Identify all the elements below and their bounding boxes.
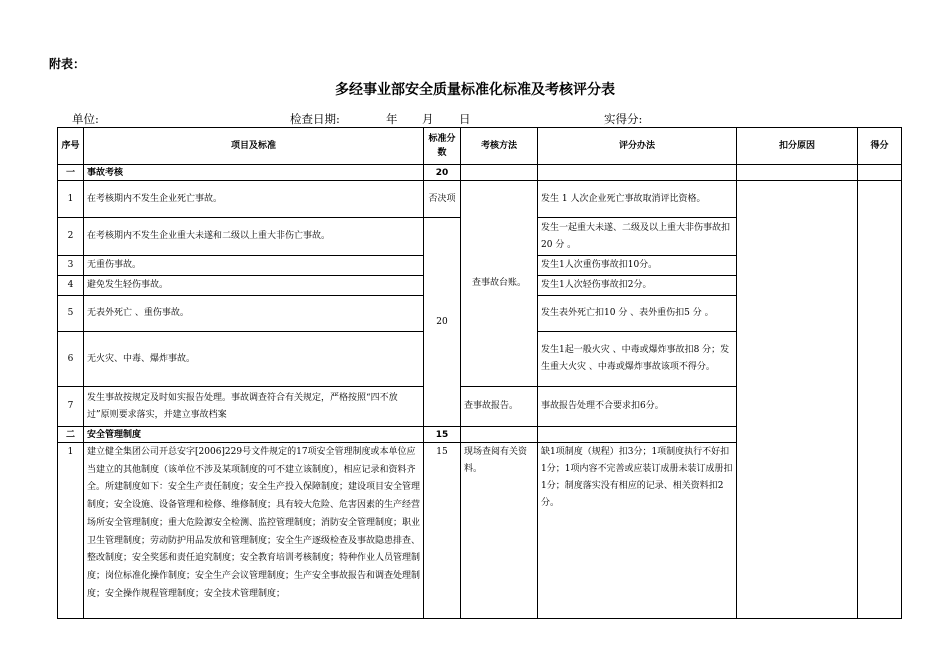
row-scoring: 发生表外死亡扣10 分 、表外重伤扣5 分 。 [538,296,737,332]
row-method: 查事故报告。 [461,387,538,427]
year-label: 年 [386,112,398,126]
empty-cell [538,165,737,181]
row-seq: 3 [58,256,84,276]
header-row [58,128,902,165]
row-seq: 1 [58,443,84,619]
score-label: 实得分: [604,112,643,126]
header-deduction-reason: 扣分原因 [737,128,858,165]
row-item: 在考核期内不发生企业死亡事故。 [84,181,424,218]
header-method: 考核方法 [461,128,538,165]
page-title: 多经事业部安全质量标准化标准及考核评分表 [335,82,615,98]
section-row [58,165,902,181]
row-item: 无表外死亡 、重伤事故。 [84,296,424,332]
assessment-table [57,127,902,619]
row-item: 避免发生轻伤事故。 [84,276,424,296]
row-scoring: 事故报告处理不合要求扣6分。 [538,387,737,427]
unit-label: 单位: [72,112,99,126]
attachment-label: 附表： [49,57,86,71]
day-label: 日 [459,112,471,126]
row-method: 现场查阅有关资料。 [461,443,538,619]
group-standard: 20 [424,218,461,427]
row-item: 无火灾、中毒、爆炸事故。 [84,332,424,387]
row-scoring: 发生1起一般火灾 、中毒或爆炸事故扣8 分；发生重大火灾 、中毒或爆炸事故该项不得分。 [538,332,737,387]
section-number: 一 [58,165,84,181]
deduction-reason-cell [737,181,858,619]
month-label: 月 [422,112,434,126]
group-method: 查事故台账。 [461,181,538,387]
empty-cell [538,427,737,443]
row-scoring: 发生 1 人次企业死亡事故取消评比资格。 [538,181,737,218]
row-seq: 5 [58,296,84,332]
row-scoring: 发生1人次轻伤事故扣2分。 [538,276,737,296]
header-scoring: 评分办法 [538,128,737,165]
row-seq: 1 [58,181,84,218]
empty-cell [461,165,538,181]
score-cell [858,181,902,619]
section-score: 15 [424,427,461,443]
empty-cell [858,165,902,181]
row-standard: 15 [424,443,461,619]
empty-cell [737,165,858,181]
row-seq: 6 [58,332,84,387]
row-seq: 2 [58,218,84,256]
section-score: 20 [424,165,461,181]
row-scoring: 发生1人次重伤事故扣10分。 [538,256,737,276]
row-seq: 7 [58,387,84,427]
section-name: 事故考核 [84,165,424,181]
row-scoring: 发生一起重大未遂、二级及以上重大非伤事故扣20 分 。 [538,218,737,256]
row-seq: 4 [58,276,84,296]
row-item: 建立健全集团公司开总安字[2006]229号文件规定的17项安全管理制度或本单位应当建立的其他制度（该单位不涉及某项制度的可不建立该制度），相应记录和资料齐全。所建制度如下：安全生产责任制度；安全生产投入保障制度；建设项目安全管理制度；安全设施、设备管理和检修、维修制度；具有较大危险、危害因素的生产经营场所安全管理制度；重大危险源安全检测、监控管理制度；消防安全管理制度；职业卫生管理制度；劳动防护用品发放和管理制度；安全生产逐级检查及事故隐患排查、整改制度；安全奖惩和责任追究制度；安全教育培训考核制度；特种作业人员管理制度；岗位标准化操作制度；安全生产会议管理制度；生产安全事故报告和调查处理制度；安全操作规程管理制度；安全技术管理制度； [84,443,424,619]
date-label: 检查日期: [290,112,340,126]
row-scoring: 缺1项制度（规程）扣3分；1项制度执行不好扣1分；1项内容不完善或应装订成册未装订成册扣1分；制度落实没有相应的记录、相关资料扣2分。 [538,443,737,619]
table-row [58,181,902,218]
header-standard-score: 标准分数 [424,128,461,165]
header-seq: 序号 [58,128,84,165]
row-standard: 否决项 [424,181,461,218]
header-item: 项目及标准 [84,128,424,165]
section-name: 安全管理制度 [84,427,424,443]
row-item: 在考核期内不发生企业重大未遂和二级以上重大非伤亡事故。 [84,218,424,256]
row-item: 发生事故按规定及时如实报告处理。事故调查符合有关规定，严格按照“四不放过”原则要求落实，并建立事故档案 [84,387,424,427]
empty-cell [461,427,538,443]
section-number: 二 [58,427,84,443]
row-item: 无重伤事故。 [84,256,424,276]
header-score: 得分 [858,128,902,165]
